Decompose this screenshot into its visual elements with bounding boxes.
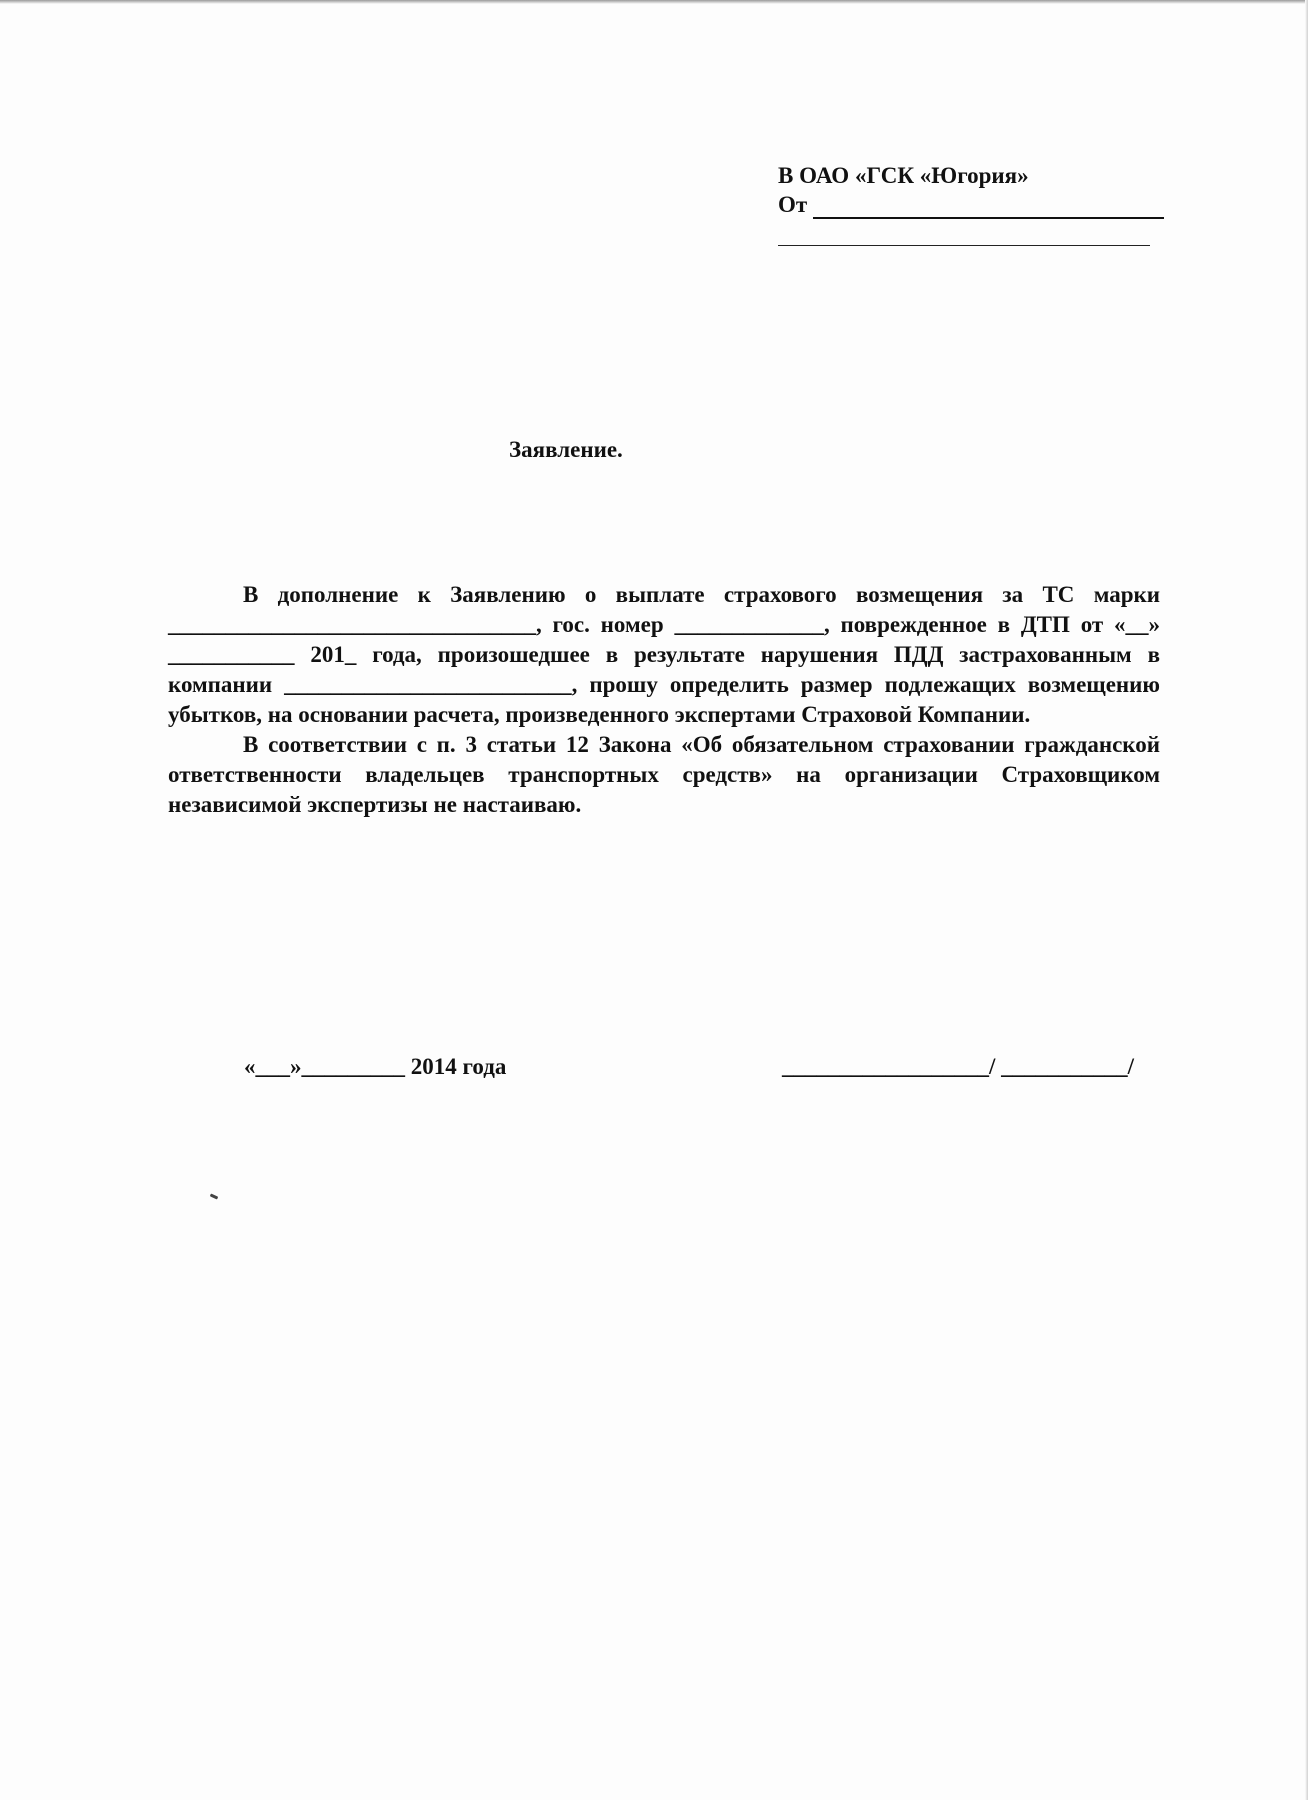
body-paragraph-1: В дополнение к Заявлению о выплате страхового возмещения за ТС марки ________________________________, гос. номер _____________, поврежденное в ДТП от «__» ___________ 201_ года, произошедшее в результате нарушения ПДД застрахованным в компании _________________________, прошу определить размер подлежащих возмещению убытков, на основании расчета, произведенного экспертами Страховой Компании. (168, 582, 1160, 727)
document-title: Заявление. (509, 437, 623, 462)
body-paragraph-2: В соответствии с п. 3 статьи 12 Закона «Об обязательном страховании гражданской ответственности владельцев транспортных средств» на организации Страховщиком независимой экспертизы не настаиваю. (168, 732, 1160, 817)
addressee-block (778, 161, 1164, 246)
addressee-from-label: От (778, 192, 808, 217)
signature-date: «___»_________ 2014 года (244, 1054, 507, 1079)
scan-edge-top (0, 0, 1308, 4)
signature-row (0, 1052, 1308, 1084)
document-body (168, 580, 1160, 820)
addressee-from-line (778, 190, 1164, 219)
signature-blank: __________________/ ___________/ (782, 1054, 1135, 1079)
addressee-company: В ОАО «ГСК «Югория» (778, 163, 1029, 188)
scan-speck (210, 1193, 219, 1199)
addressee-from-blank (813, 195, 1164, 219)
addressee-second-blank (778, 245, 1150, 246)
